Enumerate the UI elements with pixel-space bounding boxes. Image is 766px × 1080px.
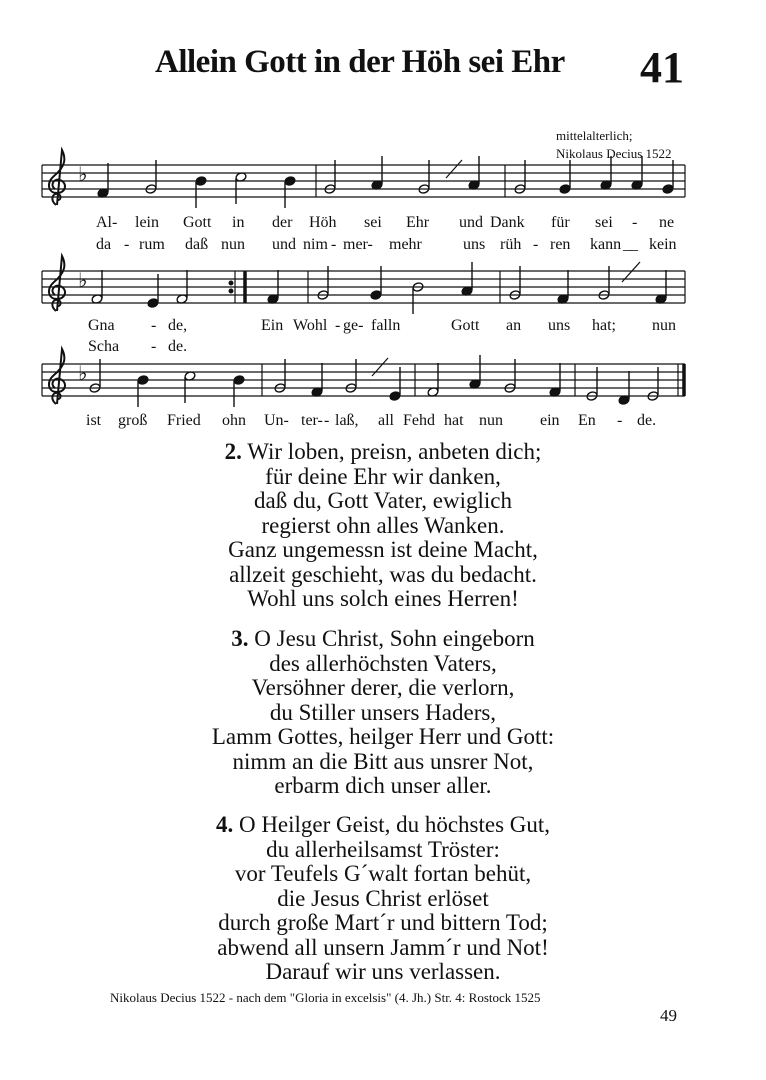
syllable: de,	[168, 317, 188, 334]
page-number: 49	[660, 1006, 677, 1025]
syllable: En	[578, 412, 596, 429]
syllable: kein	[649, 236, 677, 253]
syllable: uns	[463, 236, 486, 253]
syllable: ge-	[343, 317, 364, 334]
syllable: falln	[371, 317, 401, 334]
syllable-hyphen: -	[335, 317, 341, 334]
syllable: kann	[590, 236, 622, 253]
syllable-hyphen: -	[331, 236, 337, 253]
verse-line: die Jesus Christ erlöset	[277, 885, 489, 911]
syllable: ein	[540, 412, 560, 429]
syllable-hyphen: -	[151, 338, 157, 355]
syllable-hyphen: -	[632, 214, 638, 231]
syllable: Wohl	[293, 317, 328, 334]
syllable: all	[378, 412, 394, 429]
verse-line: Wohl uns solch eines Herren!	[247, 586, 519, 611]
syllable: in	[232, 214, 245, 231]
syllable: und	[272, 236, 296, 253]
syllable: Gna	[88, 317, 115, 334]
syllable: hat;	[592, 317, 616, 334]
syllable: daß	[185, 236, 209, 253]
verse-line: Darauf wir uns verlassen.	[265, 959, 501, 984]
verse-4	[0, 813, 766, 985]
syllable: nun	[221, 236, 245, 253]
verse-3	[0, 627, 766, 799]
syllable: Höh	[309, 214, 337, 231]
verse-line: nimm an die Bitt aus unsrer Not,	[232, 748, 534, 774]
verse-text: O Heilger Geist, du höchstes Gut,	[238, 812, 551, 837]
syllable: Ein	[261, 317, 284, 334]
syllable: uns	[548, 317, 571, 334]
syllable-hyphen: -	[324, 412, 330, 429]
verse-number: 3.	[231, 626, 249, 651]
verse-number: 2.	[224, 439, 242, 464]
verse-number: 4.	[215, 812, 234, 837]
syllable: de.	[168, 338, 188, 355]
syllable: und	[459, 214, 483, 231]
syllable: rüh	[500, 236, 522, 253]
syllable-hyphen: -	[617, 412, 623, 429]
syllable: Fried	[167, 412, 201, 429]
syllable: Scha	[88, 338, 120, 355]
syllable: nun	[479, 412, 503, 429]
syllable: ohn	[222, 412, 246, 429]
syllable-hyphen: -	[151, 317, 157, 334]
syllable: Ehr	[406, 214, 430, 231]
syllable: Gott	[183, 214, 212, 231]
verse-line	[0, 813, 766, 838]
clef-icons	[49, 150, 65, 404]
syllable: hat	[444, 412, 464, 429]
verse-line: durch große Mart´r und bittern Tod;	[218, 910, 548, 935]
verse-line: allzeit geschieht, was du bedacht.	[229, 561, 537, 587]
verse-2	[0, 440, 766, 612]
source-footnote: Nikolaus Decius 1522 - nach dem "Gloria in excelsis" (4. Jh.) Str. 4: Rostock 1525	[110, 990, 541, 1005]
verse-line: daß du, Gott Vater, ewiglich	[254, 488, 512, 513]
attribution-origin: mittelalterlich;	[556, 128, 633, 143]
verse-line: Versöhner derer, die verlorn,	[251, 675, 515, 700]
syllable: ter-	[301, 412, 323, 429]
verse-line: Lamm Gottes, heilger Herr und Gott:	[211, 724, 555, 749]
syllable: Al-	[96, 214, 118, 231]
syllable-hyphen: -	[533, 236, 539, 253]
notes	[89, 156, 674, 407]
verse-line: Ganz ungemessn ist deine Macht,	[228, 537, 538, 562]
syllable: an	[506, 317, 522, 334]
verse-line: für deine Ehr wir danken,	[265, 463, 501, 489]
staff-lines	[42, 165, 685, 396]
syllable: Dank	[490, 214, 525, 231]
syllable: de.	[637, 412, 657, 429]
hymn-number: 41	[640, 43, 684, 92]
verse-line: abwend all unsern Jamm´r und Not!	[217, 934, 549, 960]
syllable: rum	[139, 236, 165, 253]
syllable: sei	[595, 214, 613, 231]
syllable: mehr	[389, 236, 422, 253]
syllable: sei	[364, 214, 382, 231]
verse-line	[0, 440, 766, 465]
syllable-hyphen: -	[124, 236, 130, 253]
syllable: lein	[135, 214, 159, 231]
verse-line: erbarm dich unser aller.	[274, 773, 492, 798]
verse-line: du Stiller unsers Haders,	[269, 699, 497, 725]
syllable: für	[551, 214, 570, 231]
svg-text:♭: ♭	[78, 268, 88, 292]
syllable: Un-	[264, 412, 289, 429]
svg-text:♭: ♭	[78, 361, 88, 385]
syllable: nim	[303, 236, 328, 253]
flat-key-signature	[78, 162, 87, 385]
syllable: nun	[652, 317, 676, 334]
syllable: ist	[86, 412, 102, 429]
verse-line: regierst ohn alles Wanken.	[261, 512, 505, 538]
verse-text: Wir loben, preisn, anbeten dich;	[247, 439, 542, 464]
attribution-author: Nikolaus Decius 1522	[556, 146, 672, 161]
syllable: da	[96, 236, 112, 253]
syllable: mer-	[343, 236, 373, 253]
syllable: ren	[550, 236, 571, 253]
syllable: laß,	[335, 412, 359, 429]
syllable: ne	[659, 214, 675, 231]
verse-text: O Jesu Christ, Sohn eingeborn	[254, 626, 535, 651]
syllable: groß	[118, 412, 148, 429]
verse-line: du allerheilsamst Tröster:	[266, 836, 500, 862]
verse-line: vor Teufels G´walt fortan behüt,	[234, 861, 532, 886]
syllable: der	[272, 214, 293, 231]
syllable: Gott	[451, 317, 480, 334]
verse-line: des allerhöchsten Vaters,	[269, 650, 497, 676]
hymn-title: Allein Gott in der Höh sei Ehr	[155, 44, 565, 80]
svg-text:♭: ♭	[78, 162, 88, 186]
syllable-extender: __	[623, 236, 637, 253]
syllable: Fehd	[403, 412, 435, 429]
verse-line	[0, 627, 766, 652]
